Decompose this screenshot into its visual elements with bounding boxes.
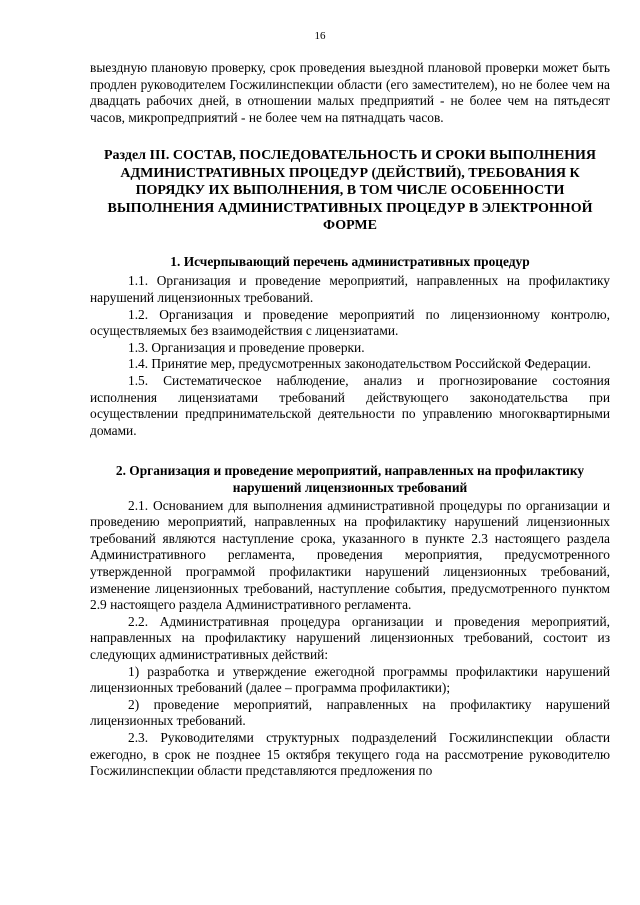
section-title: Раздел III. СОСТАВ, ПОСЛЕДОВАТЕЛЬНОСТЬ И СРОКИ ВЫПОЛНЕНИЯ АДМИНИСТРАТИВНЫХ ПРОЦЕДУР (ДЕЙСТВИЙ), ТРЕБОВАНИЯ К ПОРЯДКУ ИХ ВЫПОЛНЕНИЯ, В ТОМ ЧИСЛЕ ОСОБЕННОСТИ ВЫПОЛНЕНИЯ АДМИНИСТРАТИВНЫХ ПРОЦЕДУР В ЭЛЕКТРОННОЙ ФОРМЕ: [103, 148, 597, 234]
subsection-2-heading: 2. Организация и проведение мероприятий, направленных на профилактику нарушений лицензионных требований: [115, 463, 585, 495]
paragraph: 1) разработка и утверждение ежегодной программы профилактики нарушений лицензионных требований (далее – программа профилактики);: [90, 663, 610, 696]
paragraph: 2) проведение мероприятий, направленных на профилактику нарушений лицензионных требований.: [90, 696, 610, 729]
paragraph: 2.3. Руководителями структурных подразделений Госжилинспекции области ежегодно, в срок не позднее 15 октября текущего года на рассмотрение руководителю Госжилинспекции области представляются предложения по: [90, 729, 610, 779]
list-item: 1.1. Организация и проведение мероприятий, направленных на профилактику нарушений лицензионных требований.: [90, 273, 610, 306]
paragraph: 2.1. Основанием для выполнения административной процедуры по организации и проведению мероприятий, направленных на профилактику нарушений лицензионных требований являются наступление срока, указанного в пункте 2.3 настоящего раздела Административного регламента, проведения мероприятия, предусмотренного утвержденной программой профилактики нарушений лицензионных требований, изменение лицензионных требований, наступление события, предусмотренного пунктом 2.9 настоящего раздела Административного регламента.: [90, 497, 610, 613]
list-item: 1.2. Организация и проведение мероприятий по лицензионному контролю, осуществляемых без взаимодействия с лицензиатами.: [90, 306, 610, 339]
page-number: 16: [314, 30, 326, 42]
document-body: [90, 60, 610, 780]
intro-paragraph: выездную плановую проверку, срок проведения выездной плановой проверки может быть продлен руководителем Госжилинспекции области (его заместителем), но не более чем на двадцать рабочих дней, в отношении малых предприятий - не более чем на пятьдесят часов, микропредприятий - не более чем на пятнадцать часов.: [90, 60, 610, 125]
list-item: 1.5. Систематическое наблюдение, анализ и прогнозирование состояния исполнения лицензиатами требований действующего законодательства при осуществлении предпринимательской деятельности по управлению многоквартирными домами.: [90, 373, 610, 438]
paragraph: 2.2. Административная процедура организации и проведения мероприятий, направленных на профилактику нарушений лицензионных требований, состоит из следующих административных действий:: [90, 613, 610, 662]
list-item: 1.3. Организация и проведение проверки.: [128, 339, 365, 355]
list-item: 1.4. Принятие мер, предусмотренных законодательством Российской Федерации.: [128, 356, 591, 372]
subsection-1-heading: 1. Исчерпывающий перечень административных процедур: [170, 253, 530, 269]
